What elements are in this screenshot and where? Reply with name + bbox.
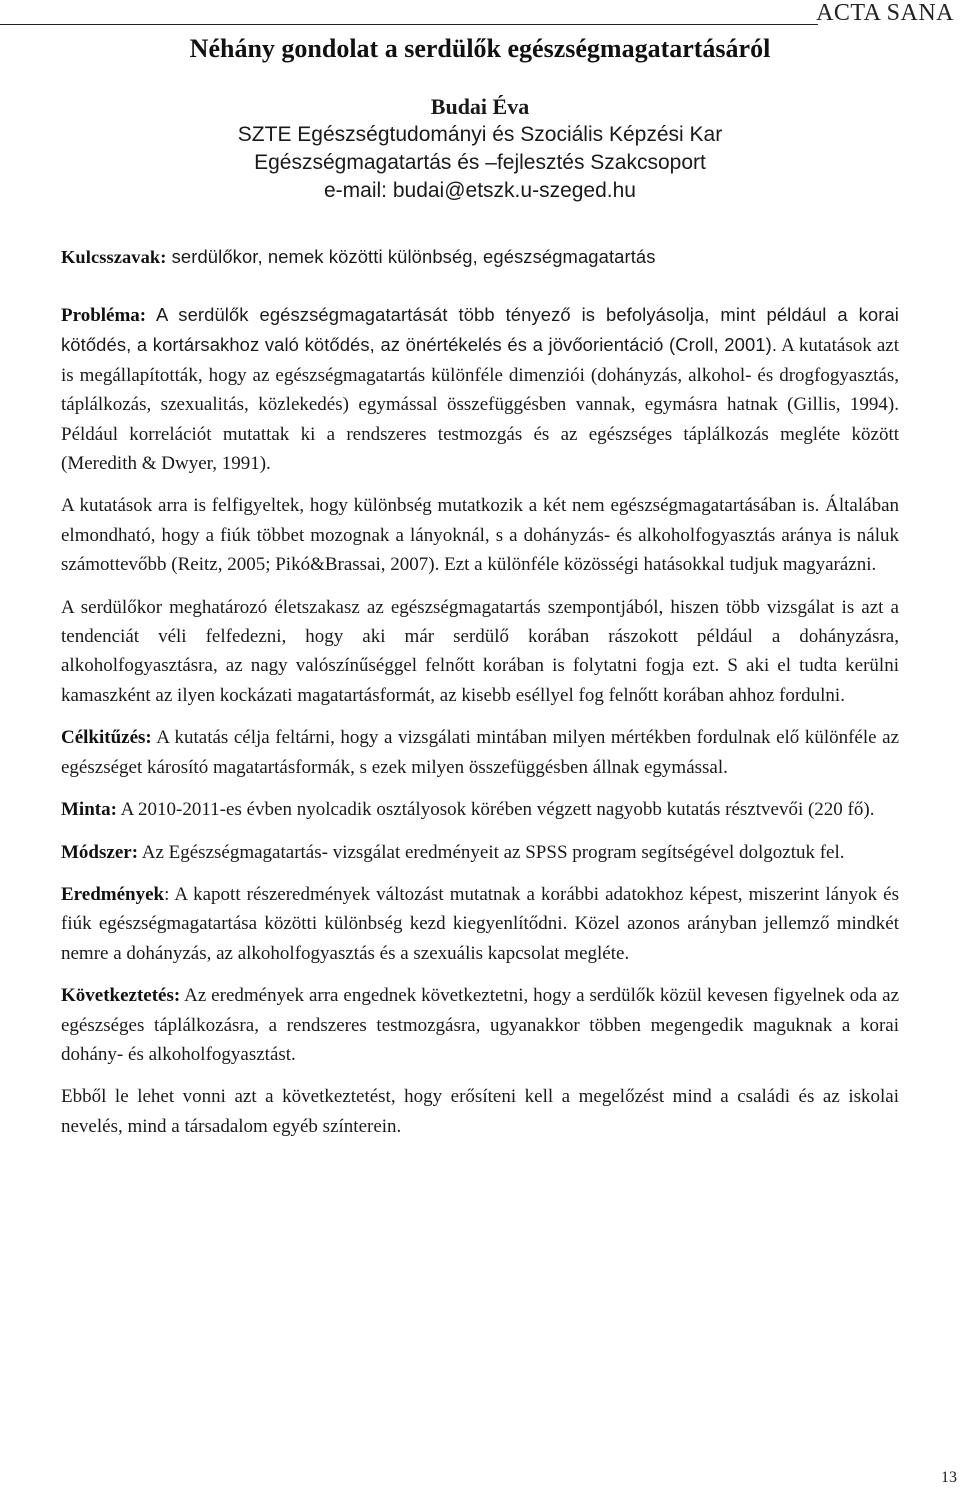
sample-paragraph [61,795,899,824]
results-paragraph [61,880,899,968]
conclusion-label: Következtetés: [61,985,181,1007]
method-text: Az Egészségmagatartás- vizsgálat eredményeit az SPSS program segítségével dolgoztuk fel. [138,841,845,863]
author-block [0,93,960,205]
author-name: Budai Éva [430,94,530,119]
author-affiliation-group: Egészségmagatartás és –fejlesztés Szakcsoport [254,151,706,174]
article-body [61,300,899,1154]
closing-paragraph: Ebből le lehet vonni azt a következtetést, hogy erősíteni kell a megelőzést mind a családi és az iskolai nevelés, mind a társadalom egyéb színterein. [61,1086,899,1137]
aim-label: Célkitűzés: [61,727,152,749]
results-text: : A kapott részeredmények változást mutatnak a korábbi adatokhoz képest, miszerint lányok és fiúk egészségmagatartása közötti különbség kezd kiegyenlítődni. Közel azonos arányban jellemző mindkét nemre a dohányzás, az alkoholfogyasztás és a szexuális kapcsolat megléte. [61,883,899,964]
method-label: Módszer: [61,841,139,863]
conclusion-text: Az eredmények arra engednek következtetni, hogy a serdülők közül kevesen figyelnek oda az egészséges táplálkozásra, a rendszeres testmozgásra, ugyanakkor többen megengedik maguknak a korai dohány- és alkoholfogyasztást. [61,985,899,1065]
sample-label: Minta: [61,799,117,821]
author-affiliation-faculty: SZTE Egészségtudományi és Szociális Képzési Kar [237,123,723,146]
header-rule [0,24,818,25]
method-paragraph [61,838,899,867]
keywords-label: Kulcsszavak: [61,247,167,267]
sample-text: A 2010-2011-es évben nyolcadik osztályosok körében végzett nagyobb kutatás résztvevői (220 fő). [116,799,875,821]
problem-label: Probléma: [61,305,147,326]
gender-differences-paragraph: A kutatások arra is felfigyeltek, hogy különbség mutatkozik a két nem egészségmagatartásában is. Általában elmondható, hogy a fiúk többet mozognak a lányoknál, s a dohányzás- és alkoholfogyasztás aránya is náluk számottevőbb (Reitz, 2005; Pikó&Brassai, 2007). Ezt a különféle közösségi hatásokkal tudjuk magyarázni. [61,495,899,576]
problem-text: A kutatások azt is megállapították, hogy az egészségmagatartás különféle dimenziói (dohányzás, alkohol- és drogfogyasztás, táplálkozás, szexualitás, közlekedés) egymással összefüggésben vannak, egymásra hatnak (Gillis, 1994). Például korrelációt mutattak ki a rendszeres testmozgás és az egészséges táplálkozás megléte között (Meredith & Dwyer, 1991). [61,335,899,475]
page-number: 13 [941,1469,957,1486]
article-title: Néhány gondolat a serdülők egészségmagatartásáról [189,34,771,63]
problem-paragraph [61,300,899,478]
aim-paragraph [61,723,899,782]
results-label: Eredmények [61,883,165,905]
keywords-text: serdülőkor, nemek közötti különbség, egészségmagatartás [166,246,656,267]
author-email: e-mail: budai@etszk.u-szeged.hu [324,179,636,202]
journal-name: ACTA SANA [816,0,954,26]
conclusion-paragraph [61,981,899,1069]
keywords [61,242,899,272]
aim-text: A kutatás célja feltárni, hogy a vizsgálati mintában milyen mértékben fordulnak elő különféle az egészséget károsító magatartásformák, s ezek milyen összefüggésben állnak egymással. [61,727,899,778]
problem-text-intro: A serdülők egészségmagatartását több tényező is befolyásolja, mint például a korai kötődés, a kortársakhoz való kötődés, az önértékelés és a jövőorientáció (Croll, 2001). [61,304,899,356]
adolescence-paragraph: A serdülőkor meghatározó életszakasz az egészségmagatartás szempontjából, hiszen több vizsgálat is azt a tendenciát véli felfedezni, hogy aki már serdülő korában rászokott például a dohányzásra, alkoholfogyasztásra, az nagy valószínűséggel felnőtt korában is folytatni fogja ezt. S aki el tudta kerülni kamaszként az ilyen kockázati magatartásformát, az kisebb eséllyel fog felnőtt korában ahhoz fordulni. [61,596,899,706]
